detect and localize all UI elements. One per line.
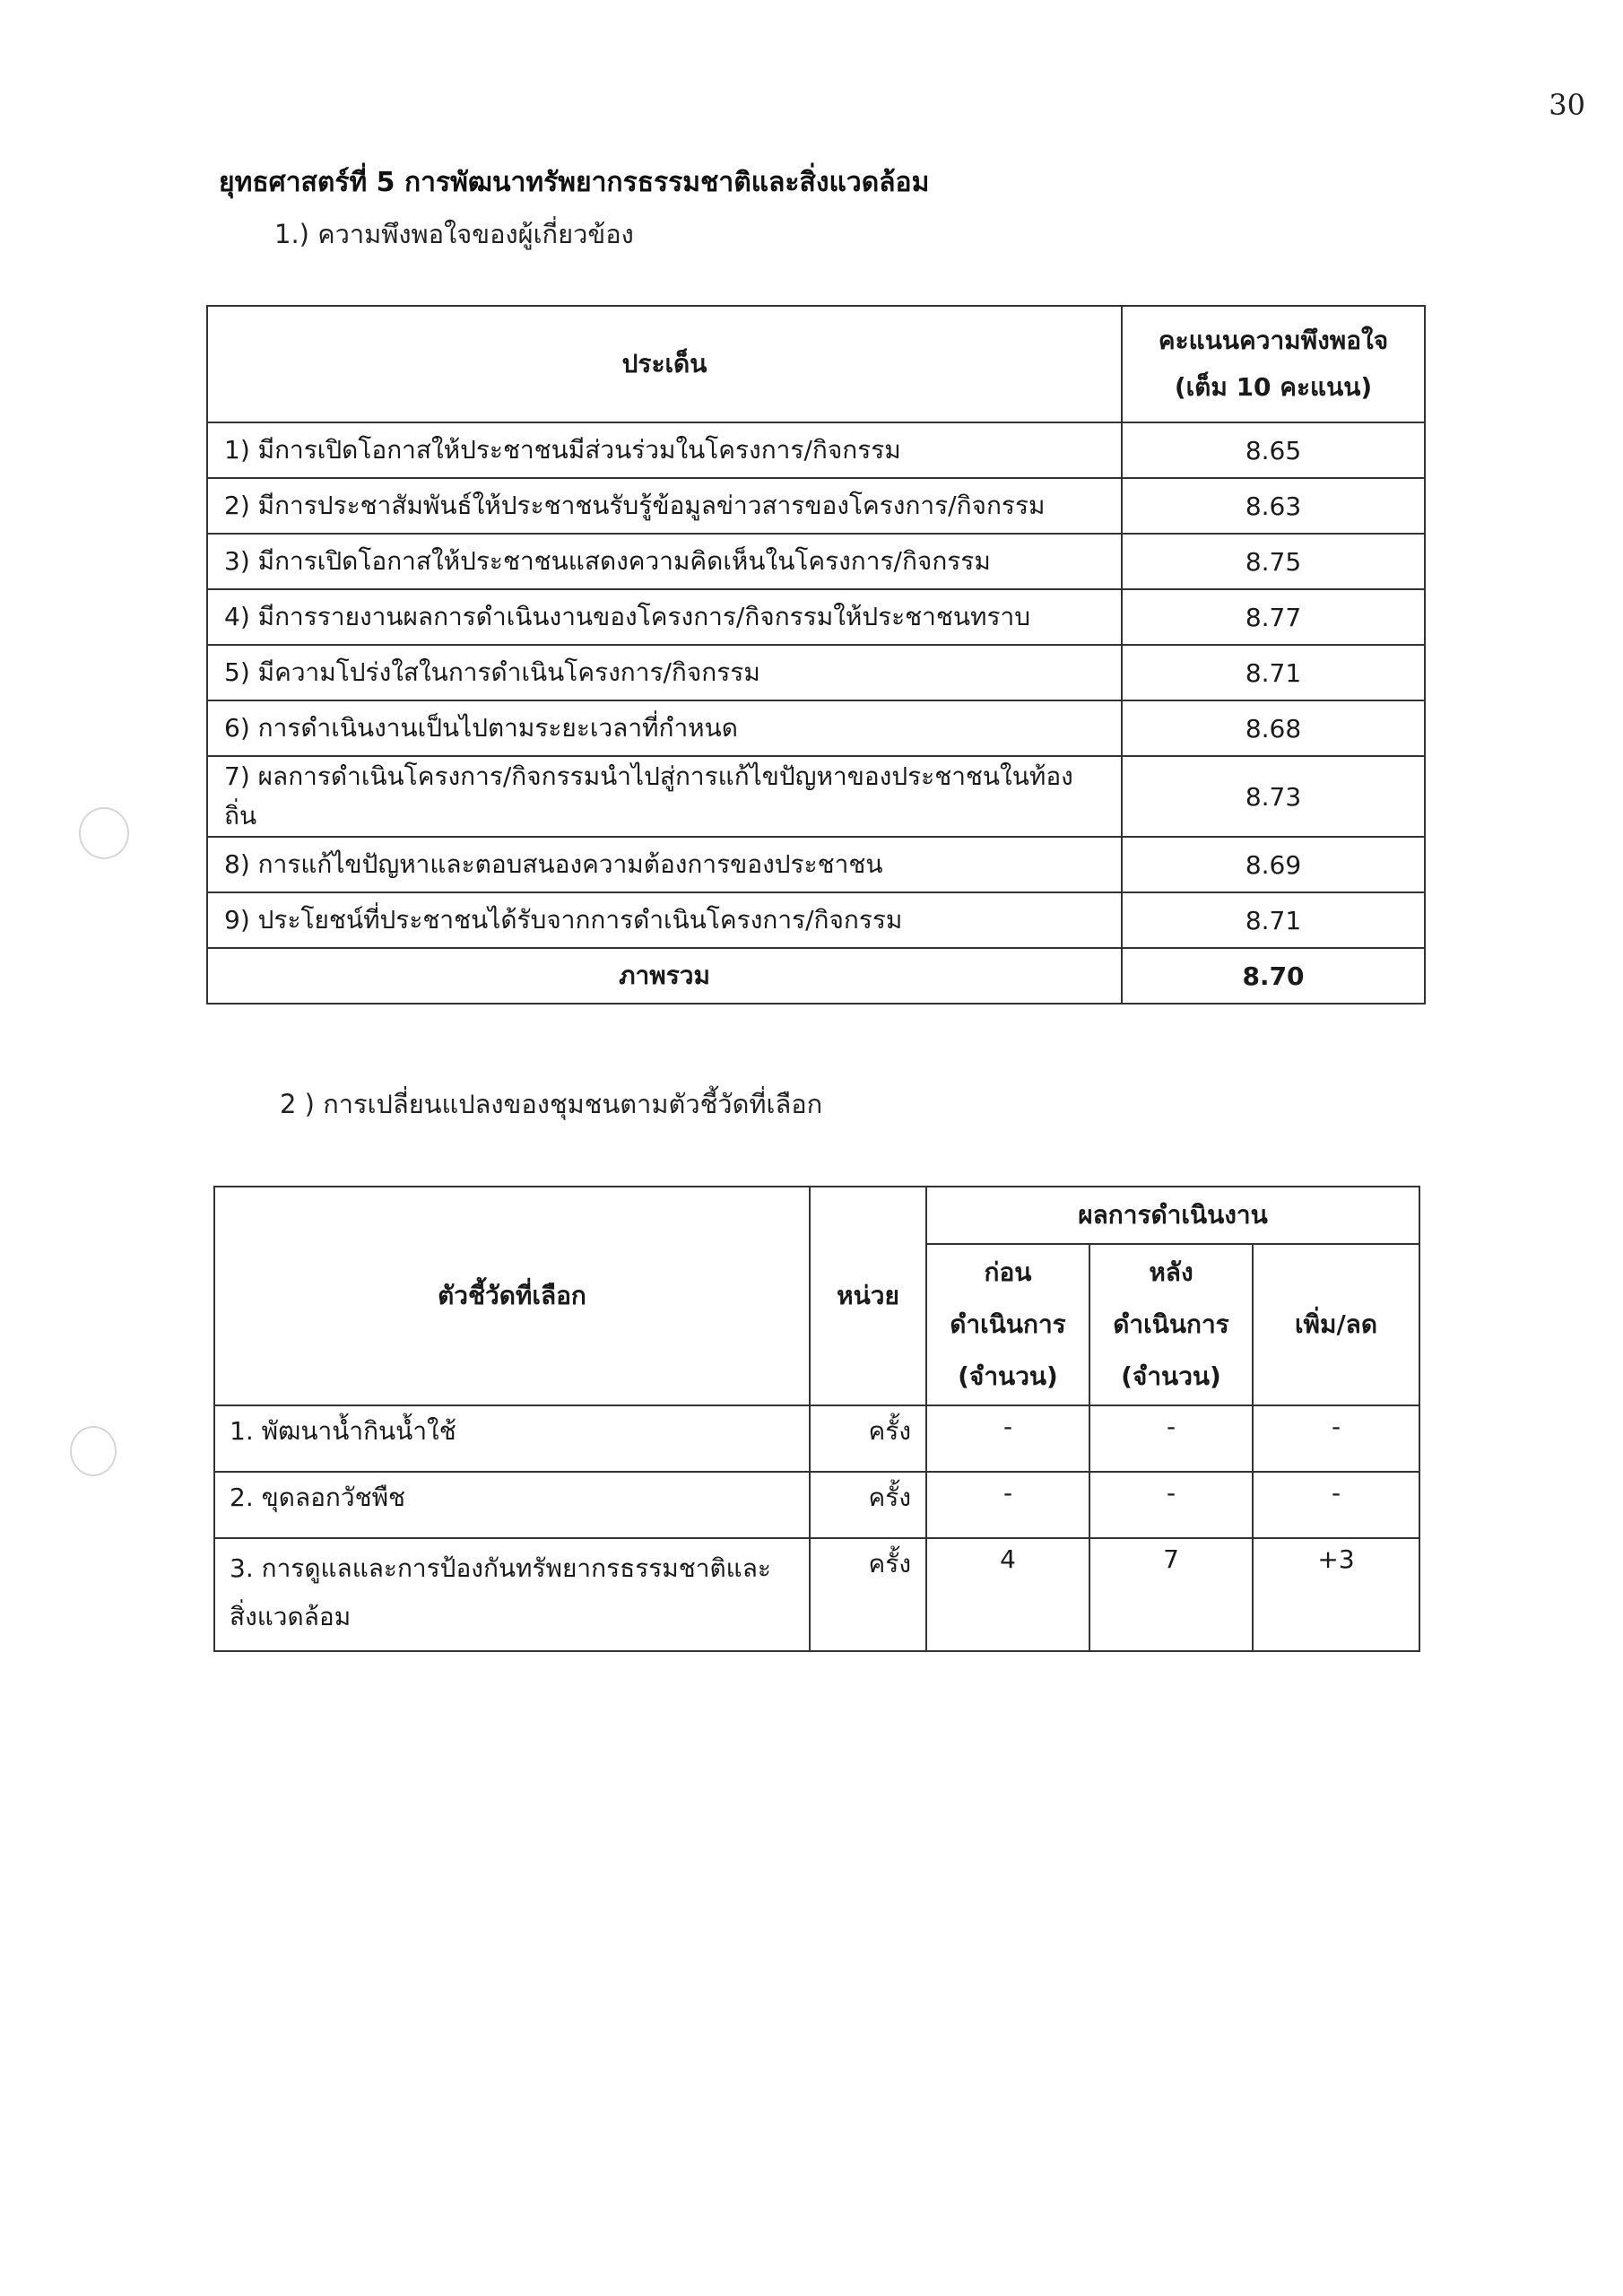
unit-cell: ครั้ง [810,1405,926,1472]
table-row [214,1405,1419,1472]
table-row [207,700,1425,756]
unit-cell: ครั้ง [810,1538,926,1651]
table-row [207,756,1425,837]
table-header-row [207,306,1425,422]
after-cell: - [1089,1472,1253,1538]
before-cell: - [926,1405,1089,1472]
score-cell: 8.71 [1122,645,1425,700]
table-row [207,589,1425,645]
satisfaction-table [206,305,1426,1004]
section-heading: ยุทธศาสตร์ที่ 5 การพัฒนาทรัพยากรธรรมชาติและสิ่งแวดล้อม [219,167,930,198]
score-cell: 8.77 [1122,589,1425,645]
total-row [207,948,1425,1004]
unit-header: หน่วย [810,1187,926,1405]
issue-cell: 1) มีการเปิดโอกาสให้ประชาชนมีส่วนร่วมในโครงการ/กิจกรรม [207,422,1122,478]
change-cell: +3 [1253,1538,1419,1651]
before-header-line2: ดำเนินการ [950,1309,1066,1339]
score-cell: 8.68 [1122,700,1425,756]
issue-cell: 8) การแก้ไขปัญหาและตอบสนองความต้องการของประชาชน [207,837,1122,892]
score-cell: 8.63 [1122,478,1425,534]
table-header-row [214,1187,1419,1244]
punch-hole-mark [79,807,129,859]
score-header-line2: (เต็ม 10 คะแนน) [1174,372,1373,402]
before-header [926,1244,1089,1405]
change-cell: - [1253,1472,1419,1538]
indicators-subheading: 2 ) การเปลี่ยนแปลงของชุมชนตามตัวชี้วัดที่เลือก [280,1089,823,1119]
score-header [1122,306,1425,422]
issue-cell: 9) ประโยชน์ที่ประชาชนได้รับจากการดำเนินโครงการ/กิจกรรม [207,892,1122,948]
after-header-line3: (จำนวน) [1121,1361,1221,1391]
score-header-line1: คะแนนความพึงพอใจ [1158,326,1389,355]
issue-cell: 5) มีความโปร่งใสในการดำเนินโครงการ/กิจกรรม [207,645,1122,700]
total-score: 8.70 [1122,948,1425,1004]
score-cell: 8.71 [1122,892,1425,948]
issue-cell: 4) มีการรายงานผลการดำเนินงานของโครงการ/กิจกรรมให้ประชาชนทราบ [207,589,1122,645]
indicator-cell: 3. การดูแลและการป้องกันทรัพยากรธรรมชาติและสิ่งแวดล้อม [214,1538,810,1651]
table-row [207,422,1425,478]
table-row [207,892,1425,948]
issue-cell: 6) การดำเนินงานเป็นไปตามระยะเวลาที่กำหนด [207,700,1122,756]
table-row [214,1538,1419,1651]
before-header-line1: ก่อน [984,1257,1032,1287]
indicator-cell: 2. ขุดลอกวัชพืช [214,1472,810,1538]
score-cell: 8.69 [1122,837,1425,892]
issue-header: ประเด็น [207,306,1122,422]
page-number: 30 [1549,88,1585,122]
after-cell: - [1089,1405,1253,1472]
after-header-line1: หลัง [1149,1257,1193,1287]
indicator-header: ตัวชี้วัดที่เลือก [214,1187,810,1405]
table-row [207,478,1425,534]
before-header-line3: (จำนวน) [958,1361,1058,1391]
issue-cell: 7) ผลการดำเนินโครงการ/กิจกรรมนำไปสู่การแก้ไขปัญหาของประชาชนในท้องถิ่น [207,756,1122,837]
change-header: เพิ่ม/ลด [1253,1244,1419,1405]
after-header [1089,1244,1253,1405]
score-cell: 8.75 [1122,534,1425,589]
unit-cell: ครั้ง [810,1472,926,1538]
change-cell: - [1253,1405,1419,1472]
issue-cell: 2) มีการประชาสัมพันธ์ให้ประชาชนรับรู้ข้อมูลข่าวสารของโครงการ/กิจกรรม [207,478,1122,534]
satisfaction-subheading: 1.) ความพึงพอใจของผู้เกี่ยวข้อง [274,219,634,249]
after-header-line2: ดำเนินการ [1113,1309,1229,1339]
after-cell: 7 [1089,1538,1253,1651]
before-cell: - [926,1472,1089,1538]
total-label: ภาพรวม [207,948,1122,1004]
score-cell: 8.73 [1122,756,1425,837]
indicator-cell: 1. พัฒนาน้ำกินน้ำใช้ [214,1405,810,1472]
score-cell: 8.65 [1122,422,1425,478]
punch-hole-mark [70,1426,117,1476]
table-row [207,645,1425,700]
indicators-table [213,1186,1420,1652]
table-row [214,1472,1419,1538]
results-header: ผลการดำเนินงาน [926,1187,1419,1244]
table-row [207,534,1425,589]
issue-cell: 3) มีการเปิดโอกาสให้ประชาชนแสดงความคิดเห็นในโครงการ/กิจกรรม [207,534,1122,589]
before-cell: 4 [926,1538,1089,1651]
table-row [207,837,1425,892]
